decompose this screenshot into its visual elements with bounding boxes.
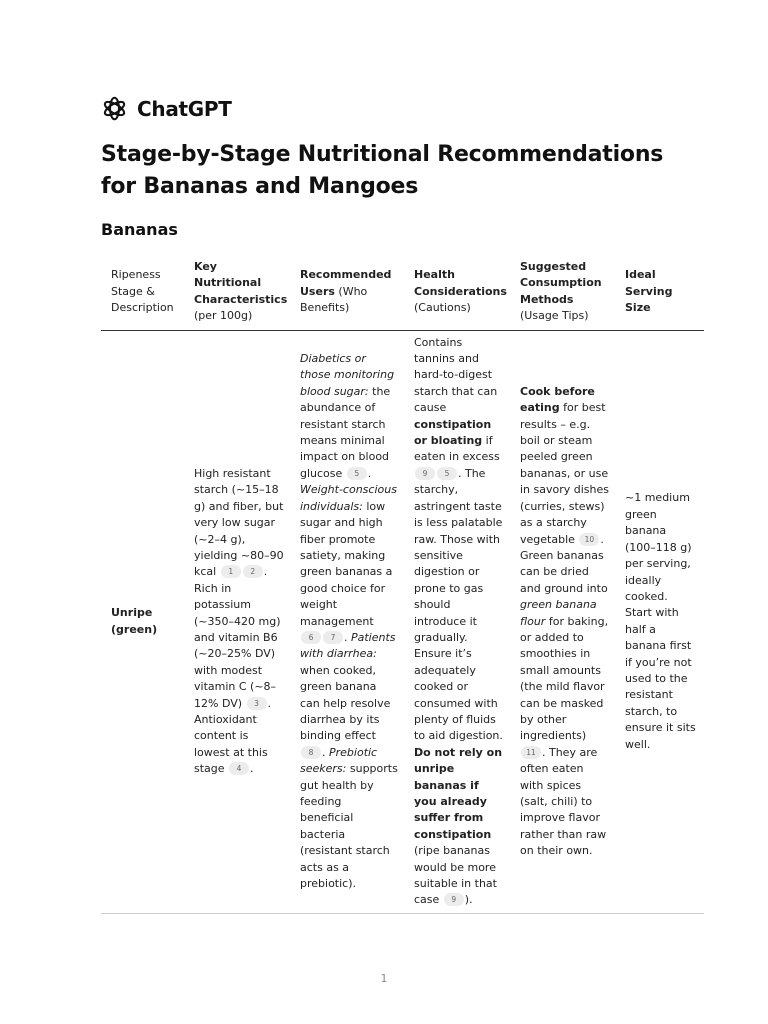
citation-badge[interactable]: 6 bbox=[301, 631, 321, 644]
cell-users: Diabetics or those monitoring blood sugar: the abundance of resistant starch means minimal impact on blood glucose 5 . Weight-conscious individuals: low sugar and high fiber promote satiety, making green bananas a good choice for weight management 6 7 . Patients with diarrhea: when cooked, green banana can help resolve diarrhea by its binding effect 8 . Prebiotic seekers: supports gut health by feeding beneficial bacteria (resistant starch acts as a prebiotic). bbox=[290, 330, 404, 913]
brand-name: ChatGPT bbox=[137, 96, 232, 121]
bold-text: constipation or bloating bbox=[414, 417, 492, 448]
citation-badge[interactable]: 7 bbox=[323, 631, 343, 644]
cell-methods: Cook before eating for best results – e.g. boil or steam peeled green bananas, or use in savory dishes (curries, stews) as a starchy vegetable 10 . Green bananas can be dried and ground into green banana flour for baking, or added to smoothies in small amounts (the mild flavor can be masked by other ingredients) 11 . They are often eaten with spices (salt, chili) to improve flavor rather than raw on their own. bbox=[510, 330, 615, 913]
header-methods: Suggested Consumption Methods (Usage Tips) bbox=[510, 255, 615, 330]
section-heading: Bananas bbox=[101, 220, 178, 239]
document-title: Stage-by-Stage Nutritional Recommendations for Bananas and Mangoes bbox=[101, 142, 664, 199]
citation-badge[interactable]: 9 bbox=[415, 467, 435, 480]
citation-badge[interactable]: 10 bbox=[579, 533, 599, 546]
bold-text: Do not rely on unripe bananas if you already suffer from constipation bbox=[414, 745, 503, 841]
bold-text: Cook before eating bbox=[520, 384, 595, 415]
italic-text: Patients with diarrhea: bbox=[300, 630, 396, 661]
citation-badge[interactable]: 1 bbox=[221, 565, 241, 578]
citation-badge[interactable]: 5 bbox=[347, 467, 367, 480]
citation-badge[interactable]: 11 bbox=[521, 746, 541, 759]
cell-stage: Unripe (green) bbox=[101, 330, 184, 913]
italic-text: green banana flour bbox=[520, 598, 597, 628]
cell-health: Contains tannins and hard-to-digest starch that can cause constipation or bloating if eaten in excess 9 5 . The starchy, astringent taste is less palatable raw. Those with sensitive digestion or prone to gas should introduce it gradually. Ensure it’s adequately cooked or consumed with plenty of fluids to aid digestion. Do not rely on unripe bananas if you already suffer from constipation (ripe bananas would be more suitable in that case 9 ). bbox=[404, 330, 510, 913]
page-number: 1 bbox=[380, 972, 388, 985]
citation-badge[interactable]: 2 bbox=[243, 565, 263, 578]
header-health: Health Considerations (Cautions) bbox=[404, 255, 510, 330]
header-users: Recommended Users (Who Benefits) bbox=[290, 255, 404, 330]
italic-text: Weight-conscious individuals: bbox=[300, 483, 397, 513]
italic-text: Diabetics or those monitoring blood sugar: bbox=[300, 352, 395, 398]
citation-badge[interactable]: 5 bbox=[437, 467, 457, 480]
header-serving: Ideal Serving Size bbox=[615, 255, 704, 330]
table-header-row bbox=[101, 255, 704, 330]
citation-badge[interactable]: 9 bbox=[444, 893, 464, 906]
brand bbox=[101, 95, 232, 122]
header-stage: Ripeness Stage & Description bbox=[101, 255, 184, 330]
nutrition-table bbox=[101, 255, 704, 914]
header-nutrition: Key Nutritional Characteristics (per 100g) bbox=[184, 255, 290, 330]
cell-serving: ~1 medium green banana (100–118 g) per serving, ideally cooked. Start with half a banana first if you’re not used to the resistant starch, to ensure it sits well. bbox=[615, 330, 704, 913]
citation-badge[interactable]: 8 bbox=[301, 746, 321, 759]
italic-text: Prebiotic seekers: bbox=[300, 745, 378, 776]
table-row bbox=[101, 330, 704, 913]
openai-logo-icon bbox=[101, 95, 128, 122]
citation-badge[interactable]: 3 bbox=[247, 697, 267, 710]
cell-nutrition: High resistant starch (~15–18 g) and fiber, but very low sugar (~2–4 g), yielding ~80–90 kcal 1 2 . Rich in potassium (~350–420 mg) and vitamin B6 (~20–25% DV) with modest vitamin C (~8–12% DV) 3 . Antioxidant content is lowest at this stage 4 . bbox=[184, 330, 290, 913]
citation-badge[interactable]: 4 bbox=[229, 762, 249, 775]
